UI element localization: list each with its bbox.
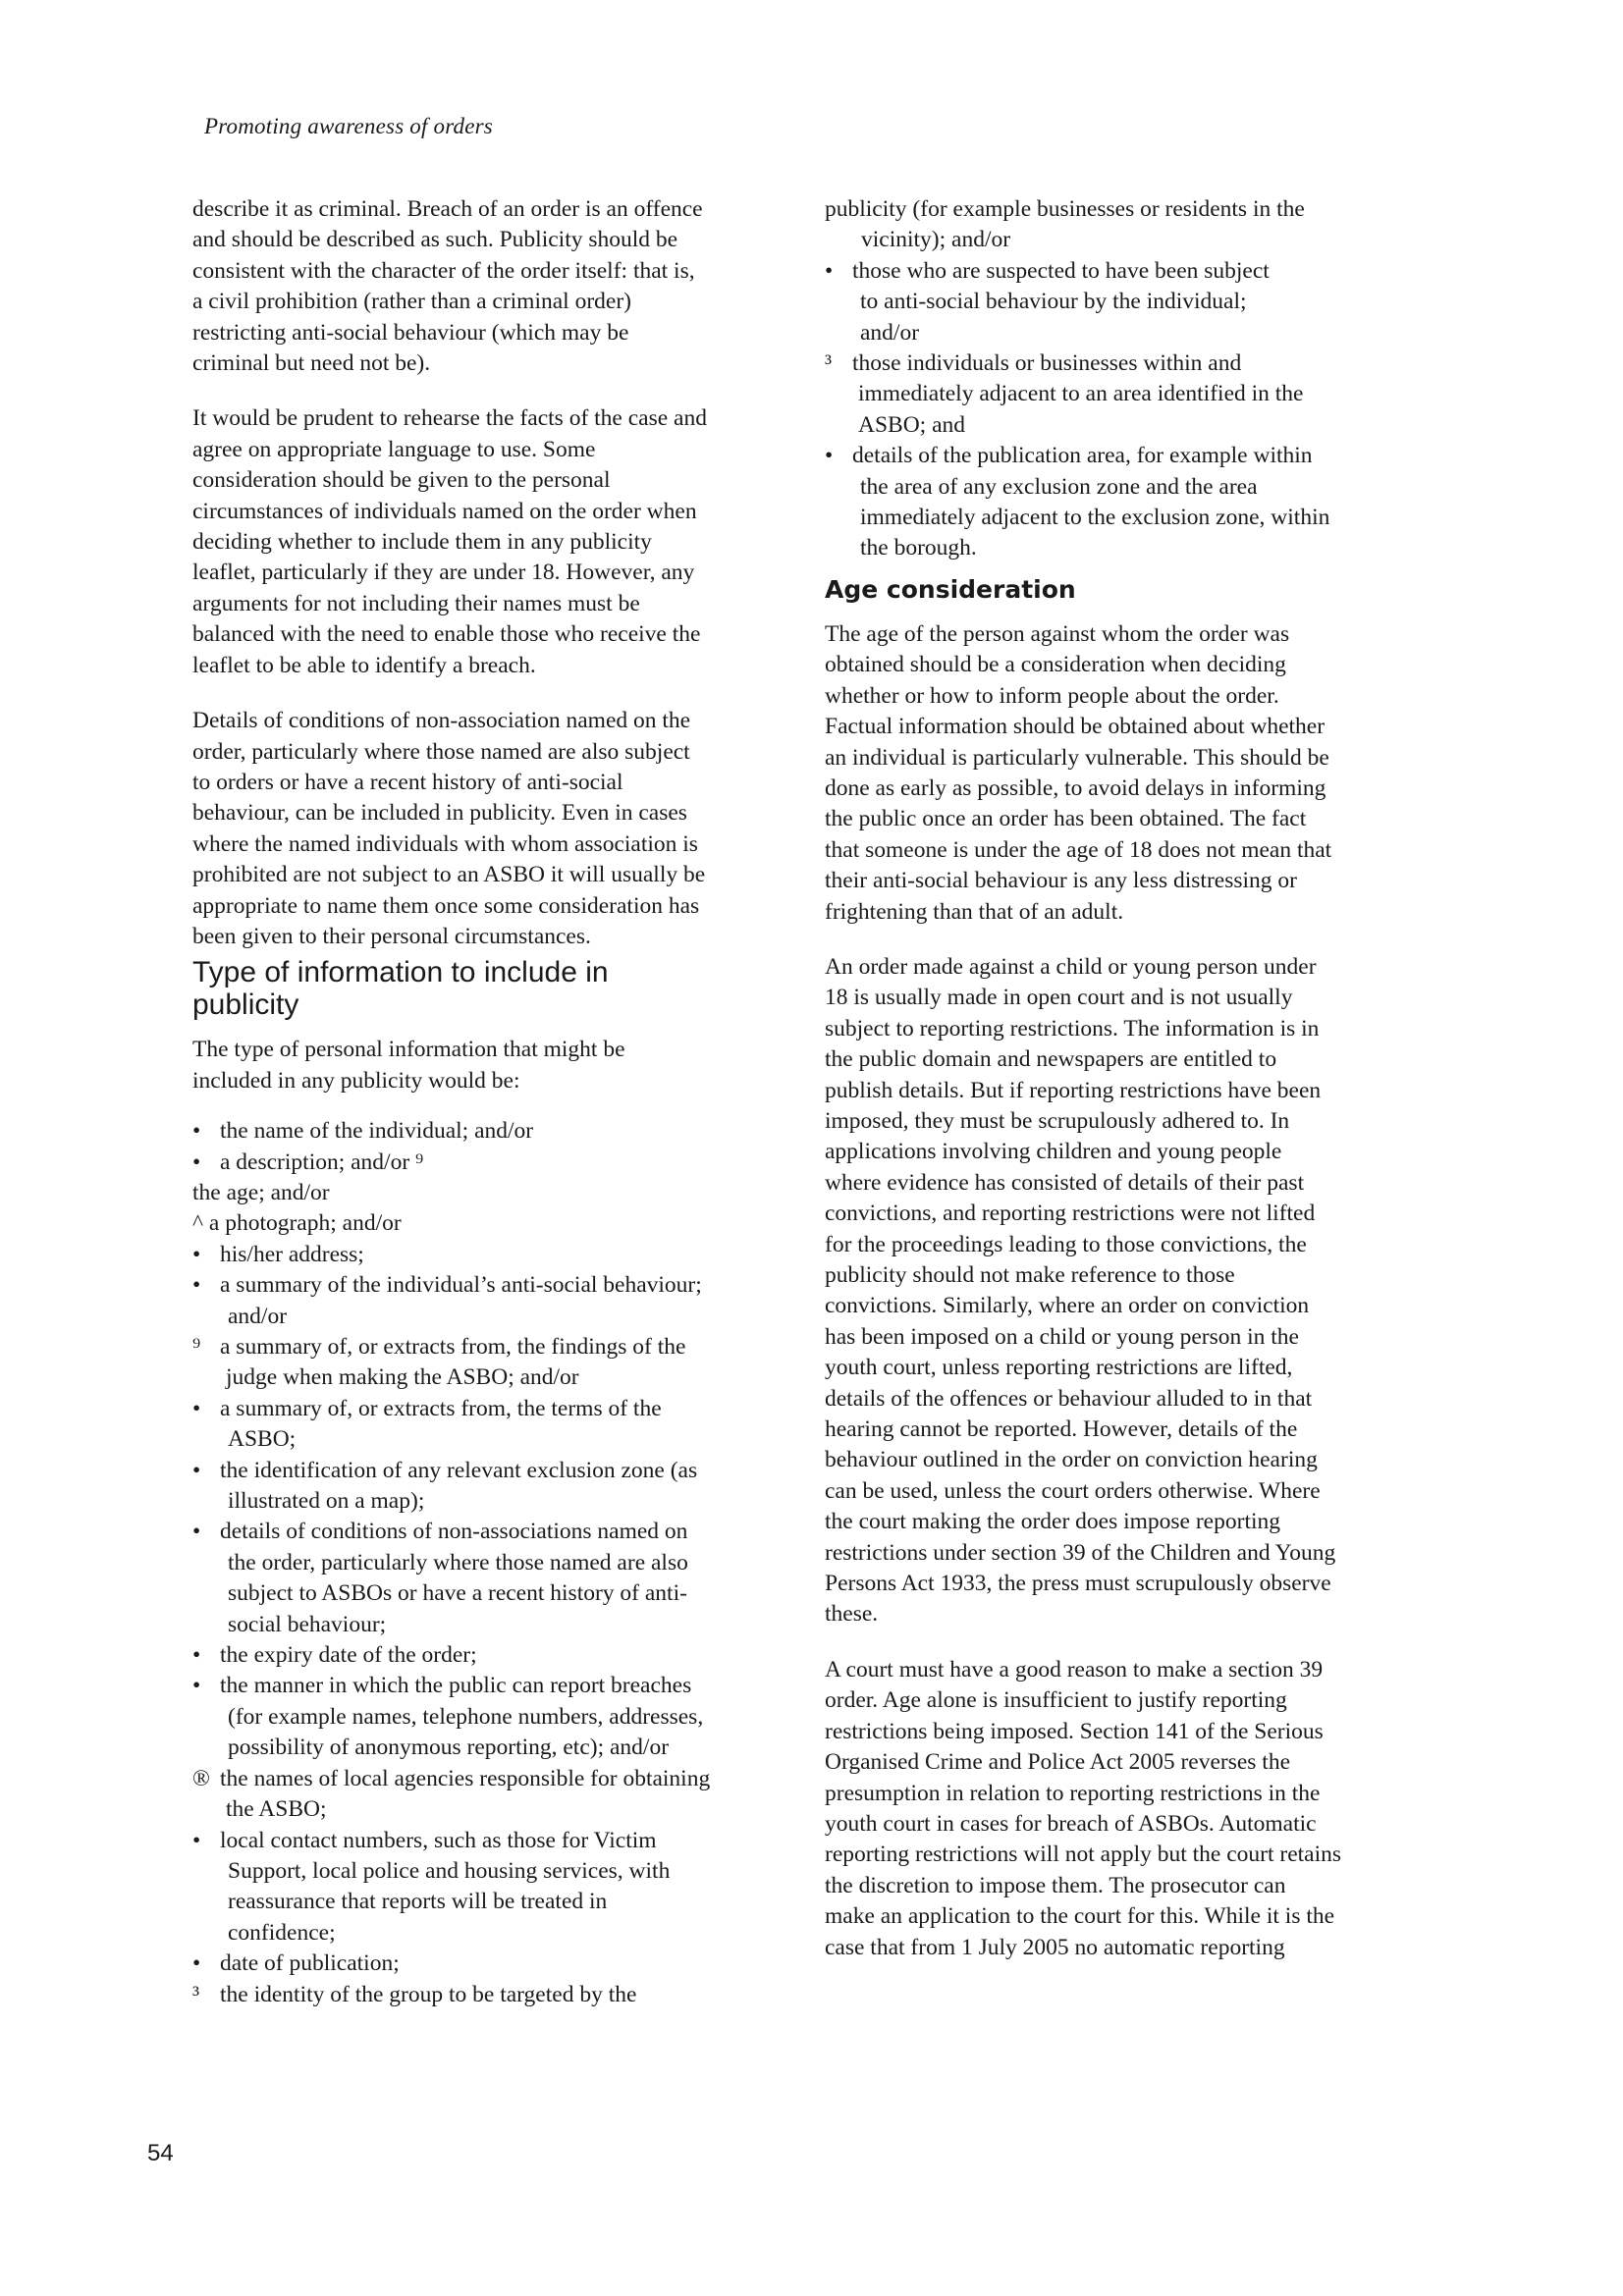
text-line: a civil prohibition (rather than a criminal order) (192, 289, 631, 315)
text-line: that someone is under the age of 18 does not mean that (825, 836, 1332, 863)
list-item-text: illustrated on a map); (228, 1488, 425, 1515)
list-intro (192, 1035, 782, 1096)
text-line: included in any publicity would be: (192, 1067, 520, 1094)
text-line: has been imposed on a child or young person in the (825, 1323, 1299, 1350)
bullet-icon: • (192, 1519, 201, 1545)
list-item-text: the ASBO; (226, 1796, 327, 1823)
list-item-text: and/or (860, 319, 920, 346)
list-item-text: ASBO; and (858, 411, 966, 438)
text-line: been given to their personal circumstances. (192, 923, 591, 949)
list-item-text: the borough. (860, 535, 977, 561)
text-line: these. (825, 1601, 879, 1628)
list-item-text: immediately adjacent to an area identified in the (858, 381, 1304, 407)
list-item-text: vicinity); and/or (861, 227, 1011, 253)
list-item-text: the names of local agencies responsible for obtaining (220, 1765, 711, 1791)
text-line: done as early as possible, to avoid delays in informing (825, 774, 1326, 801)
list-item-text: a summary of, or extracts from, the findings of the (220, 1334, 686, 1360)
text-line: where the named individuals with whom association is (192, 830, 698, 857)
list-item (192, 1456, 782, 1518)
bullet-icon: • (192, 1673, 201, 1699)
list-item-text: the age; and/or (192, 1179, 330, 1205)
text-line: Organised Crime and Police Act 2005 reverses the (825, 1749, 1291, 1776)
list-item (192, 1178, 782, 1208)
list-item-text: to anti-social behaviour by the individual; (860, 289, 1247, 315)
list-item-text: the identity of the group to be targeted by the (220, 1981, 637, 2007)
bullet-icon: • (192, 1272, 201, 1299)
text-line: appropriate to name them once some consideration has (192, 892, 700, 919)
list-item-text: and/or (228, 1303, 288, 1329)
list-item-text: the area of any exclusion zone and the area (860, 473, 1258, 500)
text-line: frightening than that of an adult. (825, 898, 1124, 925)
list-item (192, 1148, 782, 1178)
target-group-list (825, 194, 1424, 564)
list-item-text: ASBO; (228, 1426, 297, 1453)
list-item-text: immediately adjacent to the exclusion zone, within (860, 505, 1330, 531)
list-item-text: the expiry date of the order; (220, 1642, 477, 1669)
list-item-text: publicity (for example businesses or residents in the (825, 196, 1305, 222)
list-item-text: the manner in which the public can report breaches (220, 1673, 692, 1699)
text-line: restrictions under section 39 of the Children and Young (825, 1539, 1336, 1566)
list-item-text: those who are suspected to have been subject (852, 257, 1270, 284)
list-item-text: his/her address; (220, 1241, 364, 1267)
list-item (825, 194, 1424, 256)
list-item-text: the name of the individual; and/or (220, 1118, 534, 1145)
text-line: youth court, unless reporting restrictions are lifted, (825, 1355, 1293, 1381)
text-line: restrictions being imposed. Section 141 of the Serious (825, 1718, 1324, 1744)
bullet-icon: • (192, 1950, 201, 1977)
text-line: to orders or have a recent history of anti-social (192, 769, 623, 795)
list-item (192, 1394, 782, 1456)
text-line: the public once an order has been obtained. The fact (825, 806, 1307, 832)
text-line: obtained should be a consideration when deciding (825, 652, 1286, 678)
text-line: case that from 1 July 2005 no automatic reporting (825, 1934, 1285, 1960)
list-item-text: social behaviour; (228, 1611, 387, 1637)
text-line: reporting restrictions will not apply but the court retains (825, 1842, 1342, 1868)
text-line: make an application to the court for this. While it is the (825, 1903, 1335, 1930)
text-line: A court must have a good reason to make a section 39 (825, 1656, 1324, 1682)
text-line: subject to reporting restrictions. The information is in (825, 1015, 1320, 1041)
bullet-icon: • (192, 1827, 201, 1853)
text-line: order. Age alone is insufficient to justify reporting (825, 1687, 1287, 1714)
section-heading-type-of-information (192, 956, 782, 1021)
text-line: imposed, they must be scrupulously adhered to. In (825, 1107, 1290, 1134)
list-item-text: details of the publication area, for example within (852, 443, 1313, 469)
list-item (192, 1332, 782, 1394)
text-line: behaviour, can be included in publicity. Even in cases (192, 800, 687, 827)
list-item-text: a summary of, or extracts from, the terms of the (220, 1395, 662, 1421)
text-line: an individual is particularly vulnerable. This should be (825, 744, 1329, 771)
text-line: applications involving children and young people (825, 1139, 1282, 1165)
bullet-icon: • (825, 443, 834, 469)
right-column (825, 194, 1424, 1988)
text-line: whether or how to inform people about the order. (825, 682, 1279, 709)
text-line: consistent with the character of the order itself: that is, (192, 257, 695, 284)
text-line: youth court in cases for breach of ASBOs. Automatic (825, 1810, 1317, 1837)
text-line: can be used, unless the court orders otherwise. Where (825, 1477, 1321, 1504)
text-line: order, particularly where those named are also subject (192, 738, 690, 765)
list-item (192, 1949, 782, 1979)
text-line: Factual information should be obtained about whether (825, 714, 1325, 740)
text-line: criminal but need not be). (192, 350, 431, 377)
text-line: The type of personal information that might be (192, 1037, 625, 1063)
list-item-text: judge when making the ASBO; and/or (226, 1364, 579, 1391)
personal-information-list (192, 1116, 782, 2010)
list-item-text: reassurance that reports will be treated in (228, 1889, 608, 1915)
text-line: Details of conditions of non-association named on the (192, 708, 691, 734)
text-line: circumstances of individuals named on the order when (192, 498, 697, 524)
bullet-icon: • (192, 1642, 201, 1669)
list-item-text: those individuals or businesses within and (852, 350, 1242, 377)
list-item (192, 1208, 782, 1239)
list-item (192, 1671, 782, 1763)
list-item-text: (for example names, telephone numbers, addresses, (228, 1703, 704, 1730)
list-item-text: the order, particularly where those named are also (228, 1549, 688, 1575)
text-line: convictions. Similarly, where an order on conviction (825, 1293, 1310, 1319)
list-item-text: confidence; (228, 1919, 336, 1946)
left-paragraph-1 (192, 194, 782, 379)
text-line: publicity (192, 988, 299, 1022)
list-item (192, 1116, 782, 1147)
text-line: the discretion to impose them. The prosecutor can (825, 1872, 1286, 1898)
text-line: behaviour outlined in the order on conviction hearing (825, 1447, 1318, 1473)
running-head: Promoting awareness of orders (204, 114, 493, 138)
text-line: leaflet, particularly if they are under 18. However, any (192, 560, 695, 586)
list-item-text: local contact numbers, such as those for Victim (220, 1827, 657, 1853)
text-line: balanced with the need to enable those who receive the (192, 621, 701, 648)
text-line: publish details. But if reporting restrictions have been (825, 1077, 1322, 1103)
bullet-icon: • (192, 1241, 201, 1267)
text-line: arguments for not including their names must be (192, 590, 640, 616)
text-line: consideration should be given to the personal (192, 467, 611, 494)
text-line: and should be described as such. Publicity should be (192, 227, 678, 253)
bullet-icon: • (192, 1395, 201, 1421)
text-line: details of the offences or behaviour alluded to in that (825, 1385, 1313, 1412)
list-item (825, 441, 1424, 564)
list-item-text: date of publication; (220, 1950, 400, 1977)
list-item (825, 256, 1424, 348)
list-marker: ³ (192, 1981, 200, 2007)
text-line: describe it as criminal. Breach of an order is an offence (192, 196, 703, 222)
text-line: Persons Act 1933, the press must scrupulously observe (825, 1571, 1331, 1597)
list-item-text: details of conditions of non-associations named on (220, 1519, 688, 1545)
list-marker: ® (192, 1765, 210, 1791)
bullet-icon: • (192, 1118, 201, 1145)
text-line: convictions, and reporting restrictions were not lifted (825, 1201, 1316, 1227)
text-line: where evidence has consisted of details of their past (825, 1169, 1305, 1196)
list-item-text: ^ a photograph; and/or (192, 1210, 402, 1237)
text-line: presumption in relation to reporting restrictions in the (825, 1780, 1321, 1806)
right-paragraph-2 (825, 952, 1424, 1630)
text-line: deciding whether to include them in any publicity (192, 529, 652, 556)
text-line: the public domain and newspapers are entitled to (825, 1046, 1277, 1073)
text-line: publicity should not make reference to those (825, 1262, 1235, 1288)
left-paragraph-2 (192, 403, 782, 681)
text-line: It would be prudent to rehearse the facts of the case and (192, 405, 707, 432)
list-item (192, 1640, 782, 1671)
text-line: hearing cannot be reported. However, details of the (825, 1416, 1298, 1443)
right-paragraph-1 (825, 619, 1424, 928)
text-line: for the proceedings leading to those convictions, the (825, 1231, 1307, 1257)
list-item-text: subject to ASBOs or have a recent history of anti- (228, 1580, 687, 1607)
list-item-text: Support, local police and housing services, with (228, 1857, 671, 1884)
text-line: 18 is usually made in open court and is not usually (825, 985, 1293, 1011)
list-item (192, 1517, 782, 1640)
bullet-icon: • (825, 257, 834, 284)
bullet-icon: • (192, 1148, 201, 1175)
text-line: prohibited are not subject to an ASBO it will usually be (192, 862, 706, 888)
section-heading-age-consideration: Age consideration (825, 574, 1076, 604)
text-line: agree on appropriate language to use. Some (192, 436, 596, 462)
list-item (192, 1764, 782, 1826)
text-line: The age of the person against whom the order was (825, 620, 1290, 647)
list-item-text: a description; and/or ⁹ (220, 1148, 424, 1175)
right-paragraph-3 (825, 1655, 1424, 1963)
text-line: restricting anti-social behaviour (which may be (192, 319, 629, 346)
bullet-icon: • (192, 1457, 201, 1483)
left-paragraph-3 (192, 706, 782, 952)
text-line: their anti-social behaviour is any less distressing or (825, 868, 1297, 894)
text-line: Type of information to include in (192, 956, 609, 989)
list-item (192, 1240, 782, 1270)
list-item (825, 348, 1424, 441)
list-marker: ⁹ (192, 1334, 201, 1360)
list-item-text: the identification of any relevant exclusion zone (as (220, 1457, 698, 1483)
list-item-text: a summary of the individual’s anti-social behaviour; (220, 1272, 702, 1299)
list-item (192, 1826, 782, 1949)
list-marker: ³ (825, 350, 833, 377)
list-item (192, 1980, 782, 2010)
list-item (192, 1270, 782, 1332)
list-item-text: possibility of anonymous reporting, etc); and/or (228, 1735, 670, 1761)
text-line: the court making the order does impose reporting (825, 1509, 1280, 1535)
text-line: leaflet to be able to identify a breach. (192, 652, 536, 678)
page-number: 54 (147, 2140, 174, 2166)
text-line: An order made against a child or young person under (825, 953, 1317, 980)
left-column (192, 194, 782, 2010)
